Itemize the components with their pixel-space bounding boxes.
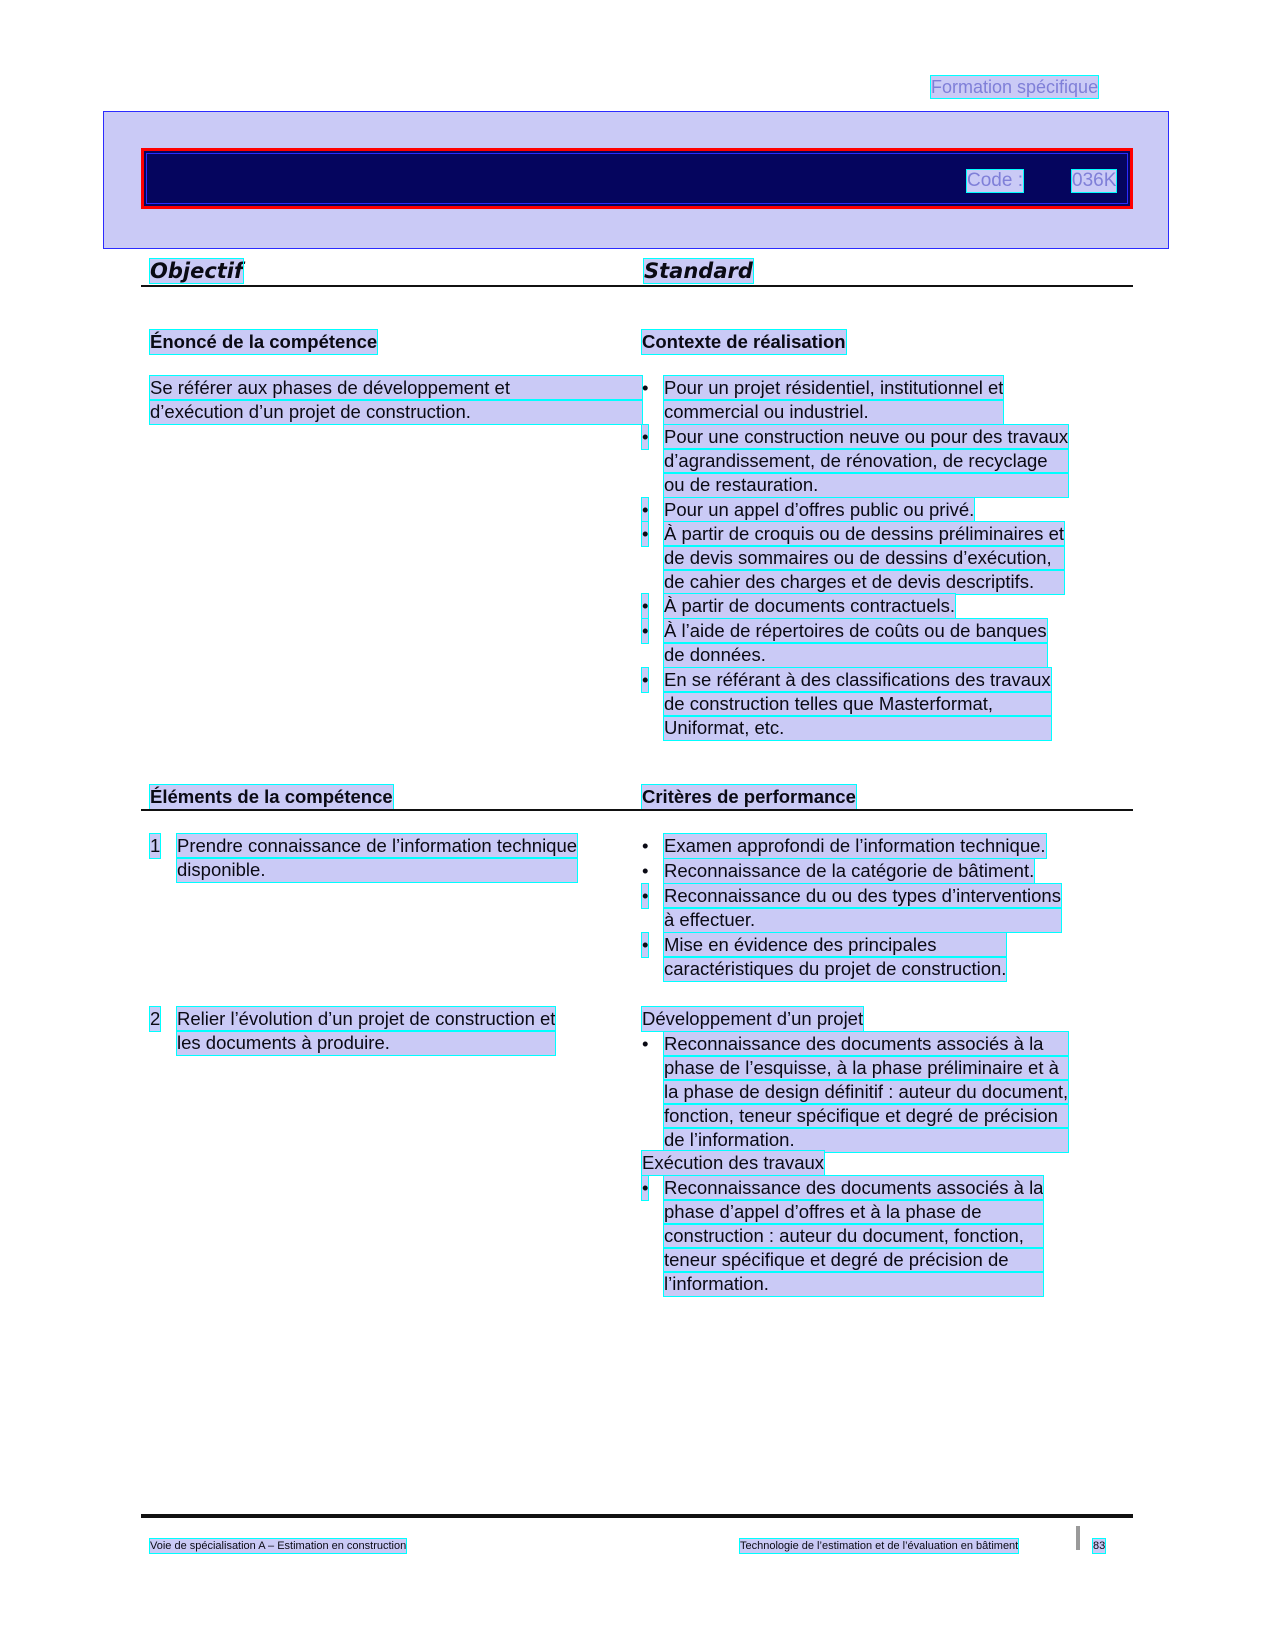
list-item [642,859,1035,883]
list-item-line: À partir de documents contractuels. [664,595,956,616]
bullet: • [642,669,649,690]
development-subheading: Développement d’un projet [642,1008,864,1029]
execution-subheading: Exécution des travaux [642,1152,825,1173]
criteria-heading: Critères de performance [642,786,856,807]
footer-separator [1076,1526,1080,1550]
list-item-line: En se référant à des classifications des travaux [664,669,1051,690]
list-item [642,834,1046,858]
bullet: • [642,934,649,955]
list-item [642,594,956,618]
competency-statement [150,376,642,424]
bullet: • [642,1177,649,1198]
list-item-line: Examen approfondi de l’information technique. [664,835,1046,856]
list-item-line: d’agrandissement, de rénovation, de recyclage [664,449,1068,473]
footer-left-text: Voie de spécialisation A – Estimation en construction [150,1540,407,1552]
program-label: Formation spécifique [931,77,1099,97]
element-line: les documents à produire. [177,1031,555,1055]
list-item-line: Pour une construction neuve ou pour des travaux [664,426,1069,447]
bullet: • [642,426,649,447]
list-item-line: Pour un projet résidentiel, institutionnel et [664,377,1004,398]
list-item-line: Reconnaissance des documents associés à la [664,1177,1044,1198]
list-item [642,933,1007,981]
list-item [642,1032,1069,1152]
code-label: Code : [967,170,1023,191]
bullet: • [642,835,649,856]
list-item-line: de l’information. [664,1128,1068,1152]
list-item-line: Reconnaissance du ou des types d’interventions [664,885,1061,906]
list-item-line: Uniformat, etc. [664,716,1051,740]
statement-line: d’exécution d’un projet de construction. [150,400,642,424]
list-item-line: de construction telles que Masterformat, [664,692,1051,716]
element-number: 1 [150,835,161,856]
competency-statement-heading: Énoncé de la compétence [150,331,378,352]
list-item-line: ou de restauration. [664,473,1068,497]
list-item-line: fonction, teneur spécifique et degré de précision [664,1104,1068,1128]
list-item-line: phase de l’esquisse, à la phase préliminaire et à [664,1056,1068,1080]
list-item-line: de données. [664,643,1047,667]
list-item-line: de cahier des charges et de devis descriptifs. [664,570,1064,594]
bullet: • [642,885,649,906]
list-item-line: teneur spécifique et degré de précision de [664,1248,1043,1272]
list-item-line: la phase de design définitif : auteur du document, [664,1081,1069,1102]
list-item [642,498,975,522]
objective-column-title: Objectif [150,259,244,283]
list-item [642,884,1061,932]
footer-divider [141,1514,1133,1518]
list-item [642,619,1047,667]
list-item-line: Reconnaissance de la catégorie de bâtiment. [664,860,1035,881]
list-item-line: à effectuer. [664,908,1061,932]
context-heading: Contexte de réalisation [642,331,846,352]
section-divider [141,809,1133,811]
list-item-line: À l’aide de répertoires de coûts ou de banques [664,620,1047,641]
list-item [642,522,1064,594]
element-line: disponible. [177,858,577,882]
footer-right-text: Technologie de l’estimation et de l’évaluation en bâtiment [740,1540,1019,1552]
list-item-line: construction : auteur du document, fonction, [664,1224,1043,1248]
elements-heading: Éléments de la compétence [150,786,393,807]
list-item [642,668,1051,740]
element-number: 2 [150,1008,161,1029]
list-item [642,1176,1044,1296]
list-item [642,425,1069,497]
list-item-line: l’information. [664,1272,1043,1296]
bullet: • [642,523,649,544]
statement-line: Se référer aux phases de développement et [150,376,642,400]
element-line: Prendre connaissance de l’information technique [177,835,578,856]
bullet: • [642,595,649,616]
list-item-line: Pour un appel d’offres public ou privé. [664,499,975,520]
list-item-line: Reconnaissance des documents associés à la [664,1032,1068,1056]
list-item [642,376,1004,424]
bullet: • [642,860,649,881]
bullet: • [642,377,649,398]
page-number: 83 [1093,1540,1106,1552]
bullet: • [642,1033,649,1054]
list-item-line: Mise en évidence des principales [664,933,1006,957]
list-item-line: commercial ou industriel. [664,400,1003,424]
list-item-line: caractéristiques du projet de construction. [664,958,1007,979]
code-value: 036K [1072,170,1117,191]
list-item-line: phase d’appel d’offres et à la phase de [664,1200,1043,1224]
standard-column-title: Standard [644,259,753,283]
bullet: • [642,499,649,520]
title-divider [141,285,1133,287]
list-item-line: de devis sommaires ou de dessins d’exécution, [664,546,1064,570]
list-item-line: À partir de croquis ou de dessins préliminaires et [664,523,1064,544]
bullet: • [642,620,649,641]
element-line: Relier l’évolution d’un projet de construction et [177,1008,556,1029]
